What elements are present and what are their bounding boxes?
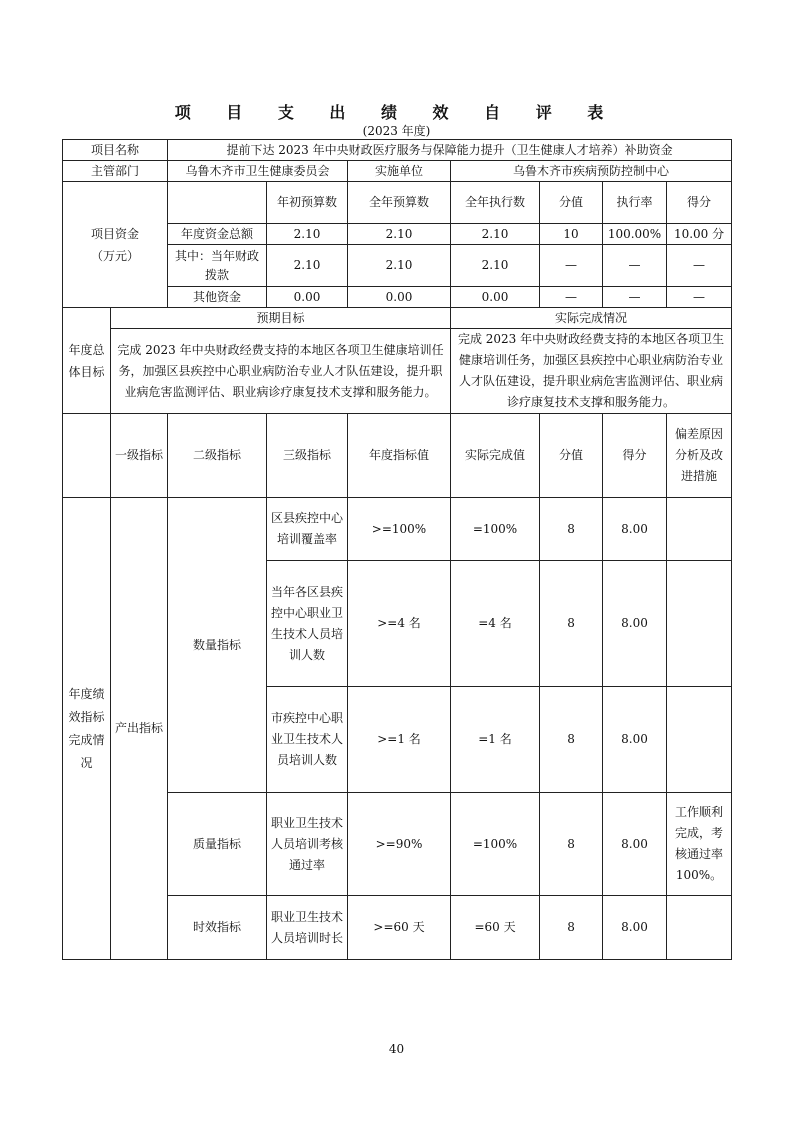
funds-header-row xyxy=(63,182,732,224)
page-number: 40 xyxy=(388,1042,405,1056)
project-name-row xyxy=(63,140,732,161)
indicator-header-blank xyxy=(63,414,111,498)
funds-row-label: 其他资金 xyxy=(168,287,267,308)
score-value: 8 xyxy=(540,561,603,687)
deviation-note xyxy=(667,687,732,793)
indicator-row xyxy=(63,498,732,561)
funds-cell: 100.00% xyxy=(603,224,667,245)
level3-indicator: 当年各区县疾控中心职业卫生技术人员培训人数 xyxy=(267,561,348,687)
indicator-header: 二级指标 xyxy=(168,414,267,498)
funds-header: 全年预算数 xyxy=(348,182,451,224)
goals-label: 年度总体目标 xyxy=(63,308,111,414)
indicator-section-label: 年度绩效指标完成情况 xyxy=(63,498,111,960)
expected-goal-label: 预期目标 xyxy=(111,308,451,329)
funds-cell: — xyxy=(667,245,732,287)
funds-cell: 2.10 xyxy=(348,245,451,287)
level3-indicator: 区县疾控中心培训覆盖率 xyxy=(267,498,348,561)
funds-header: 得分 xyxy=(667,182,732,224)
level2-indicator: 时效指标 xyxy=(168,896,267,960)
funds-cell: — xyxy=(603,245,667,287)
funds-cell: — xyxy=(603,287,667,308)
target-value: >=4 名 xyxy=(348,561,451,687)
goals-content-row xyxy=(63,329,732,414)
deviation-note xyxy=(667,498,732,561)
level2-indicator: 质量指标 xyxy=(168,793,267,896)
funds-cell: — xyxy=(540,287,603,308)
dept-label: 主管部门 xyxy=(63,161,168,182)
department-row xyxy=(63,161,732,182)
funds-cell: 2.10 xyxy=(348,224,451,245)
level3-indicator: 职业卫生技术人员培训考核通过率 xyxy=(267,793,348,896)
target-value: >=90% xyxy=(348,793,451,896)
actual-value: =100% xyxy=(451,793,540,896)
funds-cell: 0.00 xyxy=(348,287,451,308)
score-value: 8 xyxy=(540,498,603,561)
score: 8.00 xyxy=(603,561,667,687)
page-title: 项 目 支 出 绩 效 自 评 表 xyxy=(174,103,619,122)
expected-goal-text: 完成 2023 年中央财政经费支持的本地区各项卫生健康培训任务，加强区县疾控中心职业病防治专业人才队伍建设，提升职业病危害监测评估、职业病诊疗康复技术支撑和服务能力。 xyxy=(111,329,451,414)
dept-value: 乌鲁木齐市卫生健康委员会 xyxy=(168,161,348,182)
funds-cell: 10 xyxy=(540,224,603,245)
level3-indicator: 职业卫生技术人员培训时长 xyxy=(267,896,348,960)
actual-value: =60 天 xyxy=(451,896,540,960)
funds-cell: 0.00 xyxy=(451,287,540,308)
page-subtitle: (2023 年度) xyxy=(362,124,431,138)
level3-indicator: 市疾控中心职业卫生技术人员培训人数 xyxy=(267,687,348,793)
score: 8.00 xyxy=(603,498,667,561)
indicator-header: 年度指标值 xyxy=(348,414,451,498)
target-value: >=100% xyxy=(348,498,451,561)
funds-header: 执行率 xyxy=(603,182,667,224)
target-value: >=60 天 xyxy=(348,896,451,960)
project-name-label: 项目名称 xyxy=(63,140,168,161)
indicator-header-row xyxy=(63,414,732,498)
score-value: 8 xyxy=(540,687,603,793)
level1-indicator: 产出指标 xyxy=(111,498,168,960)
actual-value: =1 名 xyxy=(451,687,540,793)
funds-cell: — xyxy=(540,245,603,287)
indicator-header: 得分 xyxy=(603,414,667,498)
funds-cell: — xyxy=(667,287,732,308)
score-value: 8 xyxy=(540,896,603,960)
actual-goal-label: 实际完成情况 xyxy=(451,308,732,329)
score: 8.00 xyxy=(603,793,667,896)
indicator-header: 三级指标 xyxy=(267,414,348,498)
actual-goal-text: 完成 2023 年中央财政经费支持的本地区各项卫生健康培训任务，加强区县疾控中心职业病防治专业人才队伍建设，提升职业病危害监测评估、职业病诊疗康复技术支撑和服务能力。 xyxy=(451,329,732,414)
score-value: 8 xyxy=(540,793,603,896)
indicator-header: 分值 xyxy=(540,414,603,498)
actual-value: =4 名 xyxy=(451,561,540,687)
deviation-note: 工作顺利完成，考核通过率 100%。 xyxy=(667,793,732,896)
funds-cell: 2.10 xyxy=(267,224,348,245)
funds-header-blank xyxy=(168,182,267,224)
funds-cell: 2.10 xyxy=(451,245,540,287)
funds-header: 分值 xyxy=(540,182,603,224)
score: 8.00 xyxy=(603,687,667,793)
indicator-header: 一级指标 xyxy=(111,414,168,498)
indicator-header: 实际完成值 xyxy=(451,414,540,498)
evaluation-table xyxy=(62,139,732,960)
funds-cell: 2.10 xyxy=(451,224,540,245)
score: 8.00 xyxy=(603,896,667,960)
funds-label: 项目资金 （万元） xyxy=(63,182,168,308)
funds-cell: 0.00 xyxy=(267,287,348,308)
deviation-note xyxy=(667,896,732,960)
funds-row-label: 其中：当年财政拨款 xyxy=(168,245,267,287)
level2-indicator: 数量指标 xyxy=(168,498,267,793)
indicator-header: 偏差原因分析及改进措施 xyxy=(667,414,732,498)
funds-cell: 10.00 分 xyxy=(667,224,732,245)
impl-label: 实施单位 xyxy=(348,161,451,182)
project-name: 提前下达 2023 年中央财政医疗服务与保障能力提升（卫生健康人才培养）补助资金 xyxy=(168,140,732,161)
impl-value: 乌鲁木齐市疾病预防控制中心 xyxy=(451,161,732,182)
funds-header: 年初预算数 xyxy=(267,182,348,224)
target-value: >=1 名 xyxy=(348,687,451,793)
funds-cell: 2.10 xyxy=(267,245,348,287)
funds-row-label: 年度资金总额 xyxy=(168,224,267,245)
actual-value: =100% xyxy=(451,498,540,561)
funds-header: 全年执行数 xyxy=(451,182,540,224)
goals-header-row xyxy=(63,308,732,329)
deviation-note xyxy=(667,561,732,687)
